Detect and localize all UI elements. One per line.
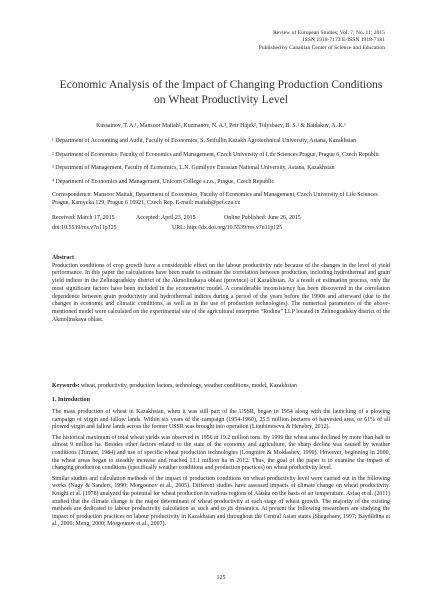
online-date: Online Published: June 26, 2015 (224, 215, 301, 221)
paragraph: The mass production of wheat in Kazakhstan, when it was still part of the USSR, began in 1954 along with the launching of a plowing campaign of virgin and fallow lands. Within six years of the campaign (1954-1960), 25.5 million hectares of harvested area, or 61% of all plowed virgin and fallow lands across the former USSR was brought into operation (Lioubimtseva & Henebry, 2012). (52, 409, 390, 431)
abstract-heading: Abstract (52, 255, 74, 261)
title-line-1: Economic Analysis of the Impact of Changing Production Conditions (59, 78, 383, 91)
journal-issn-line: ISSN 1918-7173 E-ISSN 1918-7181 (302, 37, 385, 44)
affiliation-1: ¹ Department of Accounting and Audit, Faculty of Economics, S. Seifullin Kazakh Agrotechnical University, Astana, Kazakhstan (52, 138, 357, 144)
introduction-body (52, 409, 390, 532)
affiliations (52, 138, 390, 208)
keywords-label: Keywords: (52, 383, 80, 389)
title-line-2: on Wheat Productivity Level (153, 93, 289, 106)
doi[interactable]: doi:10.5539/res.v7n11p125 (52, 225, 117, 231)
keywords (52, 383, 390, 389)
affiliation-4: ⁴ Department of Economics and Management, Unicorn College s.r.o., Prague, Czech Republic (52, 178, 275, 185)
keywords-text: wheat, productivity, production factors, technology, weather conditions, model, Kazakhstan (80, 383, 297, 389)
received-date: Received: March 17, 2015 (52, 215, 115, 221)
correspondence: Correspondence: Mansoor Maitah, Department of Economics, Faculty of Economics and Management, Czech University of Life Sciences Prague, Kamycka 129, Prague 6 16921, Czech Rep. E-mail: maitah@pef.czu.cz (52, 192, 378, 206)
paper-title (52, 77, 390, 107)
affiliation-2: ² Department of Economics, Faculty of Economics and Management, Czech University of Life Sciences Prague, Prague 6, Czech Republic (52, 151, 380, 158)
author-list: Kussainov, T. A.¹, Mansoor Maitah², Kuzmanov, N. A.³, Petr Hájek², Tolysbaev, B. S.³ & Baidakov, A. K.¹ (96, 123, 346, 129)
journal-info (259, 30, 385, 52)
page-number: 125 (216, 575, 226, 581)
article-url[interactable]: URL: http://dx.doi.org/10.5539/res.v7n11p125 (172, 225, 283, 231)
abstract (52, 255, 390, 324)
journal-publisher-line: Published by Canadian Center of Science and Education (258, 44, 385, 51)
paragraph: The historical maximum of total wheat yields was observed in 1956 at 19.2 million tons. By 1999 the wheat area declined by more than half to almost 9 million ha. Besides other factors related to the state of the economy and agriculture, the sharp decline was caused by weather conditions (Turrant, 1984) and use of specific wheat production technologies (Longmire & Moldashev, 1999). However, beginning in 2000, the wheat areas began to steadily increase and reached 13.1 million ha in 2012. Thus, the goal of the paper is to examine the impact of changing production conditions (specifically weather conditions and production practices) on wheat productivity level. (52, 434, 390, 472)
affiliation-3: ³ Department of Management, Faculty of Economics, L.N. Gumilyov Eurasian National University, Astana, Kazakhstan (52, 165, 335, 172)
journal-volume-line: Review of European Studies; Vol. 7, No. 11; 2015 (273, 30, 385, 36)
section-heading-introduction: 1. Introduction (52, 397, 90, 403)
paragraph: Similar studies and calculation methods of the impact of production conditions on wheat productivity level were carried out in the following works (Nagy & Sanders, 1990; Morgounov et al., 2005). Different studies have assessed impacts of climate change on wheat productivity. Knight et al. (1978) analyzed the potential for wheat production in various regions of Alaska on the basis of air temperature. Asfaq et al. (2011) studied that the climate change is the major determinant of wheat productivity at each stage of wheat growth. The majority of the existing methods are dedicated to labour productivity calculation as such and to its dynamics. At present the following researchers are studying the impact of production practices on labour productivity in Kazakhstan and throughout the Central Asian states (Shegebaev, 1997; Baydildina et al., 2000; Meng, 2000; Morgounov et al., 2007). (52, 475, 390, 528)
abstract-text: Production conditions of crop growth have a considerable effect on the labour productivity rate because of the changes in the level of yield performance. In this paper the calculations have been made to estimate the correlation between production, including hydrothermal and grain yield indices in the Zelinogradskiy district of the Akmolinskaya oblast (province) of Kazakhstan. As a result of estimation process, only the most significant factors have been included in the econometric model. A considerable inconsistency has been discovered in the correlation dependence between grain productivity and hydrothermal indices during a period of the years before the 1990s and afterward (due to the changes in economic and climatic conditions, as well as in the use of production technologies). The numerical parameters of the above-mentioned model were calculated on the experimental site of the agricultural enterprise “Rodina” LLP located in Zelinogradskiy district of the Akmolinskaya oblast. (52, 262, 390, 323)
publication-dates (52, 213, 390, 233)
accepted-date: Accepted: April 23, 2015 (136, 215, 196, 221)
